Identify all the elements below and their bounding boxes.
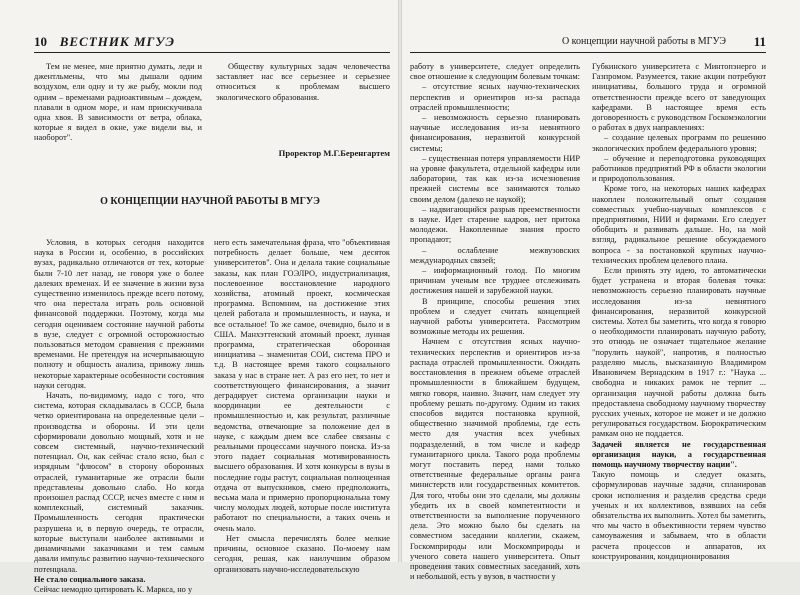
paragraph-bold: Задачей является не государственная организация науки, а государственная помощь научному творчеству нации". (592, 439, 766, 469)
list-item: – невозможность серьезно планировать научные исследования из-за невнятного финансирования, неразвитой конкурсной системы; (410, 113, 580, 153)
list-item: – надвигающийся разрыв преемственности в науке. Идет старение кадров, нет притока молодежи. Накопленные знания просто пропадают; (410, 204, 580, 245)
right-col2 (592, 62, 766, 562)
paragraph: Кроме того, на некоторых наших кафедрах накоплен положительный опыт создания совместных учебно-научных комплексов с предприятиями, НИИ и фирмами. Его следует обобщить и развивать дальше. Но, на мой взгляд, радикальное решение обсуждаемого вопроса - за постановкой крупных научно-технических проблем целевого плана. (592, 184, 766, 265)
right-page-header (410, 34, 766, 53)
running-head: О концепции научной работы в МГУЭ (561, 36, 726, 47)
left-page-header (34, 34, 390, 53)
article-title: О КОНЦЕПЦИИ НАУЧНОЙ РАБОТЫ В МГУЭ (100, 196, 320, 207)
left-page-number: 10 (34, 34, 47, 49)
journal-title: ВЕСТНИК МГУЭ (59, 34, 175, 49)
left-top-col2-text: Обществу культурных задач человечества заставляет нас все серьезнее и серьезнее относиться к проблемам высшего экологического образования. (216, 62, 390, 102)
paragraph: Нет смысла перечислять более мелкие причины, основное сказано. По-моему нам сегодня, решая, как наилучшим образом организовать научно-исследовательскую (214, 533, 390, 574)
signature: Проректор М.Г.Беренгартем (278, 148, 390, 158)
right-page-number: 11 (753, 34, 766, 49)
list-item: – создание целевых программ по решению экологических проблем федерального уровня; (592, 133, 766, 153)
list-item: – отсутствие ясных научно-технических перспектив и ориентиров из-за распада отраслей промышленности; (410, 82, 580, 112)
right-col1 (410, 62, 580, 582)
paragraph-bold: Не стало социального заказа. (34, 574, 146, 584)
list-item: – существенная потеря управляемости НИР на уровне факультета, отдельной кафедры или лаборатории, так как из-за исчезновения прежней системы все занимаются только своим делом (далеко не наукой); (410, 153, 580, 204)
left-top-col1-text: Тем не менее, мне приятно думать, леди и джентльмены, что мы дышали одним воздухом, ели одну и ту же рыбу, мокли под одним – временами радиоактивным – дождем, плавали в одном море, и нам приискучивала одна хвоя. В зависимости от ветра, облака, которые я видел в окне, уже видели вы, и наоборот". (34, 62, 202, 143)
left-top-col1 (34, 62, 202, 144)
paragraph: Условия, в которых сегодня находится наука в России и, особенно, в российских вузах, радикально отличаются от тех, которые были 7-10 лет назад, не говоря уже о более далеких временах. И ее значение в жизни вуза существенно изменилось прежде всего потому, что она перестала играть роль основной финансовой поддержки. Поэтому, когда мы сегодня оцениваем состояние научной работы в вузе, следует с огромной осторожностью пользоваться методом сравнения с прежними временами. Не претендуя на исчерпывающую полноту и общность анализа, привожу лишь некоторые характерные особенности состояния науки сегодня. (34, 238, 204, 390)
list-item: – информационный голод. По многим причинам ученым все труднее отслеживать достижения нашей и зарубежной науки. (410, 266, 580, 296)
paragraph: Губкинского университета с Минтопэнерго и Газпромом. Разумеется, такие акции потребуют инициативы, большого труда и огромной ответственности прежде всего от заведующих кафедрами. В настоящее время есть договоренность с руководством Госкомэкологии о работах в двух направлениях: (592, 62, 766, 133)
list-item: – обучение и переподготовка руководящих работников предприятий РФ в области экологии и природопользования. (592, 153, 766, 184)
left-col1 (34, 238, 204, 595)
paragraph: Сейчас немодно цитировать К. Маркса, но у (34, 584, 193, 594)
paragraph: Если принять эту идею, то автоматически будет устранена и вторая болевая точка: невозможность серьезно планировать научные исследования из-за невнятного финансирования, неразвитой конкурсной системы. Хотел бы заметить, что когда я говорю о необходимости планировать научную работу, это отнюдь не означает тщательное желание "порулить наукой", напротив, я полностью разделяю мысль, высказанную Владимиром Ивановичем Вернадским в 1917 г.: "Наука ... свободна и никаких рамок не терпит ... организация научной работы должна быть предоставлена свободному научному творчеству русских ученых, которое не может и не должно регулироваться государством. Бюрократическим рамкам оно не поддается. (592, 266, 766, 439)
list-item: – ослабление межвузовских международных связей; (410, 245, 580, 265)
paragraph: В принципе, способы решения этих проблем и следует считать концепцией научной работы университета. Рассмотрим возможные методы их решения. (410, 296, 580, 337)
page-fold (398, 0, 402, 562)
paragraph: работу в университете, следует определить свое отношение к следующим болевым точкам: (410, 62, 580, 82)
paragraph: Такую помощь и следует оказать, сформулировав научные задачи, спланировав сроки исполнения и разделив средства среди ученых и их коллективов, взявших на себя обязательства их выполнить. Хотел бы заметить, что мы часто в объективности теряем чувство самоуважения и забываем, что в области расчета процессов и аппаратов, их конструирования, кондиционирования (592, 470, 767, 561)
left-col2 (214, 238, 390, 575)
paragraph: него есть замечательная фраза, что "объективная потребность делает больше, чем десяток университетов". Она и делала такие социальные заказы, как план ГОЭЛРО, индустриализация, послевоенное восстановление народного хозяйства, атомный проект, космическая программа. Вспомним, на достижение этих целей работала и промышленность, и наука, и все остальное! То же самое, очевидно, было и в США. Манхэттенский атомный проект, лунная программа, стратегическая оборонная инициатива – знаменитая СОИ, система ПРО и т.д. В настоящее время такого социального заказа у нас в стране нет. А раз его нет, то нет и соответствующего финансирования, а значит деградирует система организации науки и координации ее деятельности с промышленностью и, как результат, различные ведомства, отвечающие за положение дел в науке, с каждым днем все слабее связаны с реальными процессами научного поиска. Из-за этого падает социальная мотивированность высшего образования. И хотя конкурсы в вузы в последние годы растут, социальная полноценная отдача от выпускников, смею предположить, весьма мала и примерно пропорциональна тому числу молодых людей, которые после института работают по специальности, а таких очень и очень мало. (214, 238, 390, 533)
paragraph: Начать, по-видимому, надо с того, что система, которая складывалась в СССР, была четко ориентирована на определенные цели – производства и обороны. И эти цели сформировали довольно мощный, хотя и не совсем системный, научно-технический потенциал. Он, как сейчас стало ясно, был с изрядным "флюсом" в сторону оборонных отраслей, гуманитарные же отрасли были представлены довольно слабо. Но когда произошел распад СССР, исчез вместе с ним и комплексный, системный заказчик. Промышленность сегодня практически разрушена и, в первую очередь, те отрасли, которые выступали наиболее активными и динамичными заказчиками и тем самым давали импульс развитию научно-технического потенциала. (34, 391, 204, 574)
paragraph: Начнем с отсутствия ясных научно-технических перспектив и ориентиров из-за распада отраслей промышленности. Ожидать восстановления в прежнем объеме отраслей промышленности в ближайшем будущем, мягко говоря, наивно. Значит, нам следует эту проблему решать по-другому. Одним из таких способов видится постановка крупной, общественно значимой проблемы, где есть место для участия всех учебных подразделений, в том числе и кафедр гуманитарного цикла. Такого рода проблемы могут поставить перед нами только ответственные федеральные органы ранга министерств или государственных комитетов. Для того, чтобы они это сделали, мы должны убедить их в своей компетентности и ответственности за выполнение порученного дела. Это можно было бы сделать на совместном заседании коллегии, скажем, Госкомприроды или Москомприроды и ученого совета нашего университета. Опыт проведения таких совместных заседаний, хоть и небольшой, есть у вузов, в частности у (410, 337, 580, 582)
left-top-col2 (216, 62, 390, 103)
